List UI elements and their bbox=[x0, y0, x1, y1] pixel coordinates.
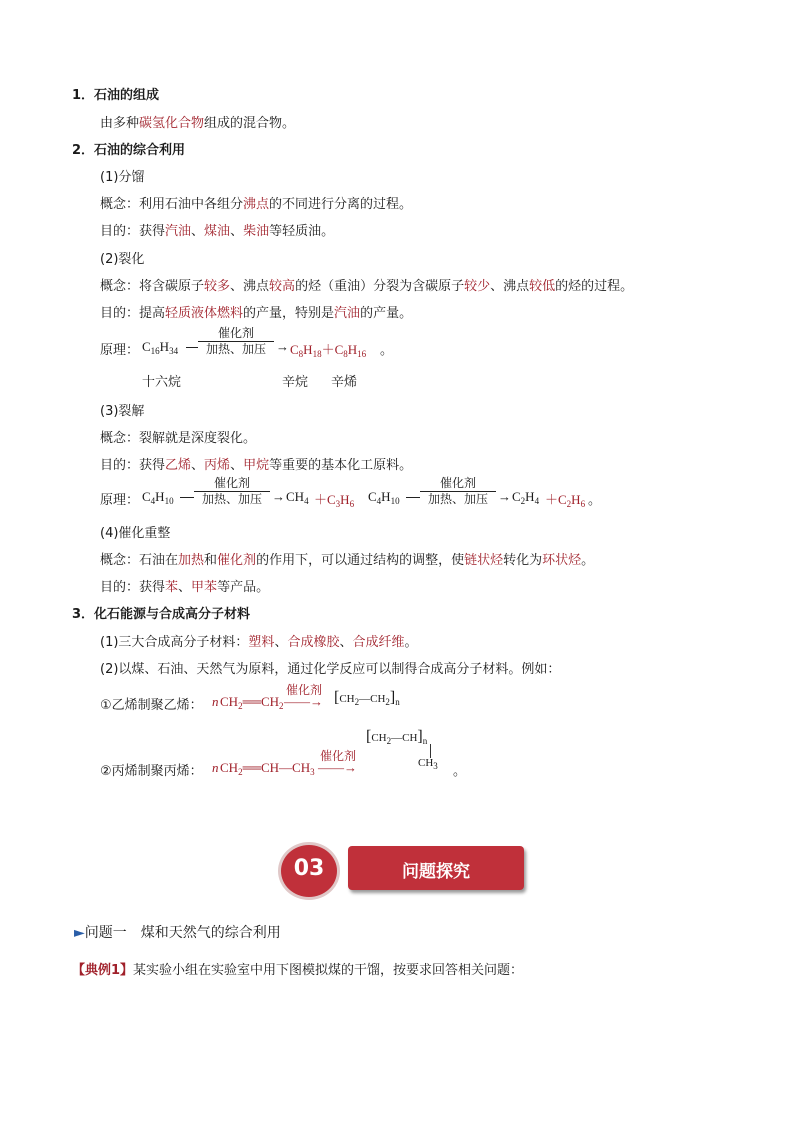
example-1: 【典例1】某实验小组在实验室中用下图模拟煤的干馏，按要求回答相关问题： bbox=[72, 963, 524, 978]
pyrolysis-r1-product-a: $CH_4$ bbox=[286, 489, 309, 506]
cracking-products: $C_8H_{18}+C_8H_{16}$ bbox=[290, 342, 367, 359]
cracking-dash bbox=[186, 347, 198, 348]
badge-title: 问题探究 bbox=[402, 862, 470, 882]
cracking-conditions: 催化剂 加热、加压 bbox=[198, 326, 274, 357]
cracking-principle-label: 原理： bbox=[100, 343, 140, 358]
polypropylene-end: 。 bbox=[453, 764, 467, 779]
section-badge bbox=[278, 838, 528, 904]
cracking-title: (2)裂化 bbox=[100, 252, 145, 267]
section-1-text: 由多种碳氢化合物组成的混合物。 bbox=[100, 116, 296, 131]
reforming-concept: 概念：石油在加热和催化剂的作用下，可以通过结构的调整，使链状烃转化为环状烃。 bbox=[100, 553, 595, 568]
pyrolysis-r2-conditions: 催化剂 加热、加压 bbox=[420, 476, 496, 507]
polyethylene-label: ①乙烯制聚乙烯： bbox=[100, 698, 203, 713]
cracking-reactant: $C_{16}H_{34}$ bbox=[142, 339, 179, 356]
fractionation-goal: 目的：获得汽油、煤油、柴油等轻质油。 bbox=[100, 224, 335, 239]
cracking-arrow: → bbox=[276, 339, 289, 354]
polypropylene-catalyst: 催化剂 bbox=[320, 749, 357, 763]
pyrolysis-r1-reactant: $C_4H_{10}$ bbox=[142, 489, 174, 506]
pyrolysis-r2-arrow: → bbox=[498, 489, 511, 504]
pyrolysis-end: 。 bbox=[588, 493, 602, 508]
pyrolysis-concept: 概念：裂解就是深度裂化。 bbox=[100, 431, 257, 446]
polymer-sources-line: (2)以煤、石油、天然气为原料，通过化学反应可以制得合成高分子材料。例如： bbox=[100, 662, 561, 677]
polyethylene-n: n bbox=[212, 694, 219, 709]
pyrolysis-principle-label: 原理： bbox=[100, 493, 140, 508]
pyrolysis-r1-conditions: 催化剂 加热、加压 bbox=[194, 476, 270, 507]
polypropylene-polymer: $[CH_2—CH]_n$ bbox=[366, 728, 428, 746]
polypropylene-monomer: $CH_2══CH—CH_3$ bbox=[220, 760, 315, 777]
pyrolysis-r2-product-b: $+C_2H_6$ bbox=[545, 492, 586, 509]
section-3-heading: 3．化石能源与合成高分子材料 bbox=[72, 607, 251, 622]
name-hexadecane: 十六烷 bbox=[142, 375, 182, 390]
polyethylene-catalyst: 催化剂 bbox=[286, 683, 323, 697]
reforming-title: (4)催化重整 bbox=[100, 526, 171, 541]
badge-number: 03 bbox=[293, 856, 325, 881]
fractionation-title: (1)分馏 bbox=[100, 170, 145, 185]
pyrolysis-goal: 目的：获得乙烯、丙烯、甲烷等重要的基本化工原料。 bbox=[100, 458, 413, 473]
polyethylene-monomer: $CH_2══CH_2$ bbox=[220, 694, 284, 711]
fractionation-concept: 概念：利用石油中各组分沸点的不同进行分离的过程。 bbox=[100, 197, 413, 212]
section-2-heading: 2．石油的综合利用 bbox=[72, 143, 186, 158]
cracking-goal: 目的：提高轻质液体燃料的产量，特别是汽油的产量。 bbox=[100, 306, 413, 321]
pyrolysis-r2-product-a: $C_2H_4$ bbox=[512, 489, 540, 506]
reforming-goal: 目的：获得苯、甲苯等产品。 bbox=[100, 580, 270, 595]
cracking-concept: 概念：将含碳原子较多、沸点较高的烃（重油）分裂为含碳原子较少、沸点较低的烃的过程。 bbox=[100, 279, 634, 294]
name-octane: 辛烷 bbox=[282, 375, 309, 390]
cracking-end: 。 bbox=[380, 343, 394, 358]
question-1-heading: ►问题一 煤和天然气的综合利用 bbox=[74, 925, 281, 941]
pyrolysis-r2-dash bbox=[406, 497, 420, 498]
pyrolysis-r1-product-b: $+C_3H_6$ bbox=[314, 492, 355, 509]
pyrolysis-r1-arrow: → bbox=[272, 489, 285, 504]
example-tag: 【典例1】 bbox=[72, 963, 134, 978]
polymer-materials-line: (1)三大合成高分子材料：塑料、合成橡胶、合成纤维。 bbox=[100, 635, 418, 650]
name-octene: 辛烯 bbox=[331, 375, 358, 390]
polyethylene-polymer: $[CH_2—CH_2]_n$ bbox=[334, 689, 400, 707]
polypropylene-label: ②丙烯制聚丙烯： bbox=[100, 764, 203, 779]
polypropylene-branch: $CH_3$ bbox=[418, 757, 438, 771]
pyrolysis-r2-reactant: $C_4H_{10}$ bbox=[368, 489, 400, 506]
triangle-marker-icon: ► bbox=[74, 925, 85, 941]
section-1-heading: 1．石油的组成 bbox=[72, 88, 160, 103]
polypropylene-n: n bbox=[212, 760, 219, 775]
polyethylene-arrow: ——→ bbox=[284, 694, 323, 709]
pyrolysis-r1-dash bbox=[180, 497, 194, 498]
pyrolysis-title: (3)裂解 bbox=[100, 404, 145, 419]
polypropylene-branch-bond bbox=[430, 744, 431, 758]
polypropylene-arrow: ——→ bbox=[318, 760, 357, 775]
